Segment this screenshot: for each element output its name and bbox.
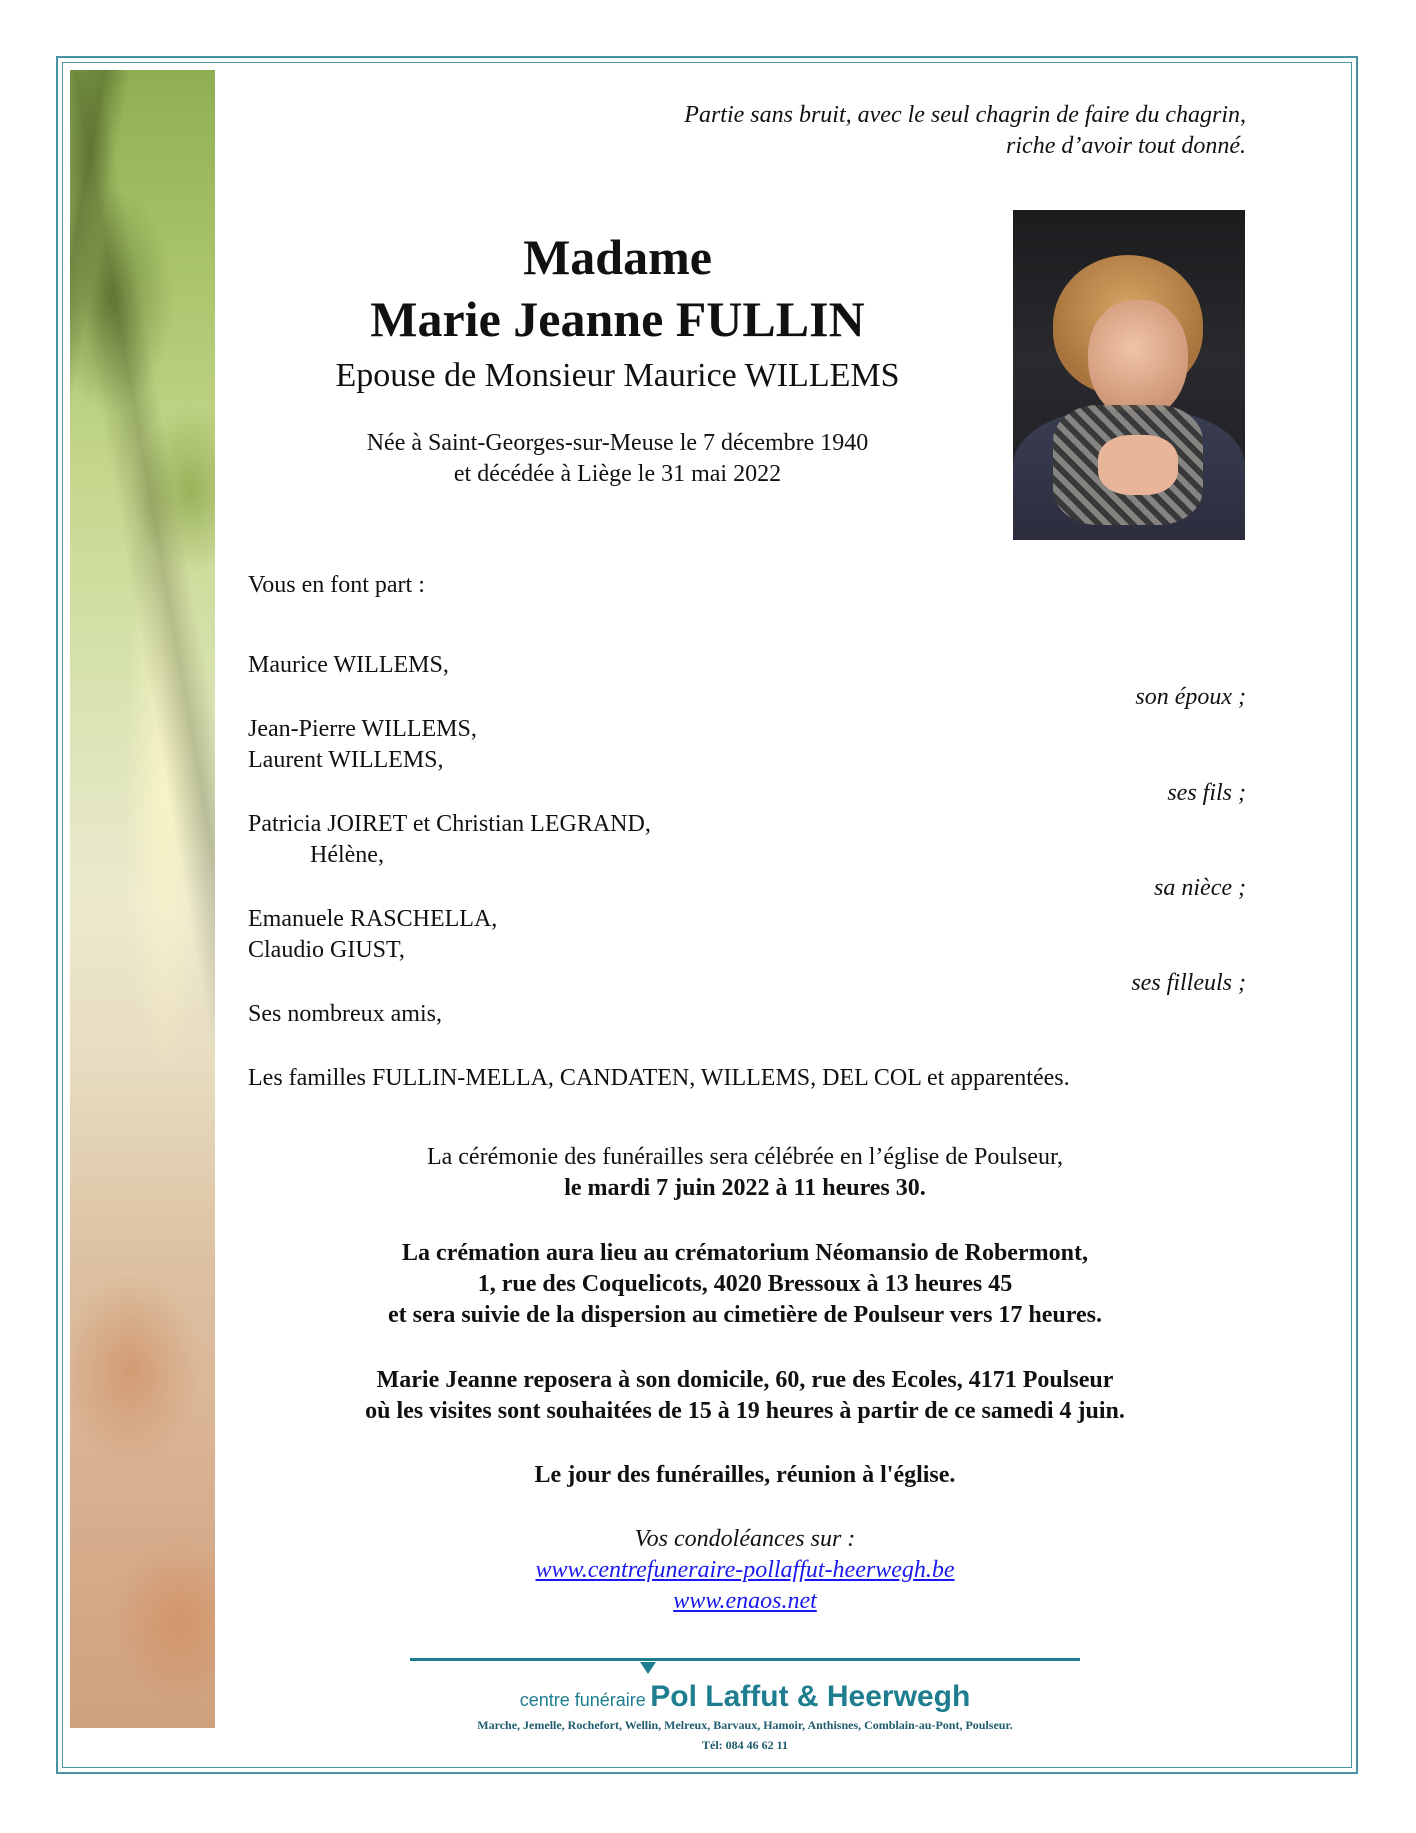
condolences-block: [245, 1524, 1245, 1617]
cremation-line-3: et sera suivie de la dispersion au cimetière de Poulseur vers 17 heures.: [388, 1302, 1102, 1328]
footer-triangle-icon: [640, 1662, 656, 1674]
visitation-line-2: où les visites sont souhaitées de 15 à 19 heures à partir de ce samedi 4 juin.: [365, 1398, 1125, 1424]
announcement-intro: Vous en font part :: [248, 572, 425, 598]
relation-husband: son époux ;: [1135, 684, 1246, 710]
condolences-link-enaos[interactable]: www.enaos.net: [673, 1588, 817, 1614]
family-member-niece-parents: Patricia JOIRET et Christian LEGRAND,: [248, 811, 651, 837]
cremation-info: [245, 1238, 1245, 1331]
condolences-label: Vos condoléances sur :: [634, 1526, 856, 1552]
condolences-link-funeral-center[interactable]: www.centrefuneraire-pollaffut-heerwegh.be: [535, 1557, 955, 1583]
family-member-godchild-2: Claudio GIUST,: [248, 937, 405, 963]
family-member-son-1: Jean-Pierre WILLEMS,: [248, 716, 477, 742]
family-extended: Les familles FULLIN-MELLA, CANDATEN, WILLEMS, DEL COL et apparentées.: [248, 1065, 1070, 1091]
epitaph-line-2: riche d’avoir tout donné.: [1006, 133, 1246, 159]
epitaph-line-1: Partie sans bruit, avec le seul chagrin de faire du chagrin,: [684, 102, 1246, 128]
relation-godchildren: ses filleuls ;: [1131, 970, 1246, 996]
ceremony-line-1: La cérémonie des funérailles sera célébrée en l’église de Poulseur,: [426, 1144, 1064, 1170]
ceremony-date: le mardi 7 juin 2022 à 11 heures 30.: [564, 1175, 926, 1201]
ceremony-info: [245, 1142, 1245, 1204]
relation-sons: ses fils ;: [1167, 780, 1246, 806]
birth-death-dates: [245, 428, 990, 490]
funeral-home-prefix: centre funéraire: [519, 1690, 646, 1710]
family-member-godchild-1: Emanuele RASCHELLA,: [248, 906, 498, 932]
relation-niece: sa nièce ;: [1154, 875, 1246, 901]
portrait-hands: [1098, 435, 1178, 495]
cremation-line-2: 1, rue des Coquelicots, 4020 Bressoux à 13 heures 45: [477, 1271, 1013, 1297]
birth-line: Née à Saint-Georges-sur-Meuse le 7 décembre 1940: [366, 430, 869, 456]
family-friends: Ses nombreux amis,: [248, 1001, 442, 1027]
forest-path-photo-strip: [70, 70, 215, 1728]
portrait-photo: [1013, 210, 1245, 540]
funeral-home-phone: Tél: 084 46 62 11: [702, 1738, 788, 1752]
family-member-husband: Maurice WILLEMS,: [248, 652, 449, 678]
visitation-info: [245, 1365, 1245, 1427]
honorific-title: Madame: [523, 229, 712, 285]
funeral-home-logo: [410, 1680, 1080, 1714]
footer-divider: [410, 1658, 1080, 1661]
family-member-son-2: Laurent WILLEMS,: [248, 747, 444, 773]
family-member-niece: Hélène,: [310, 842, 384, 868]
spouse-line: Epouse de Monsieur Maurice WILLEMS: [335, 357, 900, 394]
funeral-home-name: Pol Laffut & Heerwegh: [650, 1680, 971, 1713]
deceased-name: Marie Jeanne FULLIN: [370, 291, 865, 347]
visitation-line-1: Marie Jeanne reposera à son domicile, 60, rue des Ecoles, 4171 Poulseur: [376, 1367, 1114, 1393]
death-line: et décédée à Liège le 31 mai 2022: [453, 461, 782, 487]
portrait-face: [1088, 300, 1188, 420]
epitaph-quote: [684, 100, 1246, 162]
meeting-info: Le jour des funérailles, réunion à l'église.: [534, 1462, 956, 1488]
cremation-line-1: La crémation aura lieu au crématorium Néomansio de Robermont,: [402, 1240, 1088, 1266]
funeral-home-locations: Marche, Jemelle, Rochefort, Wellin, Melreux, Barvaux, Hamoir, Anthisnes, Comblain-au-Pont, Poulseur.: [477, 1718, 1013, 1732]
